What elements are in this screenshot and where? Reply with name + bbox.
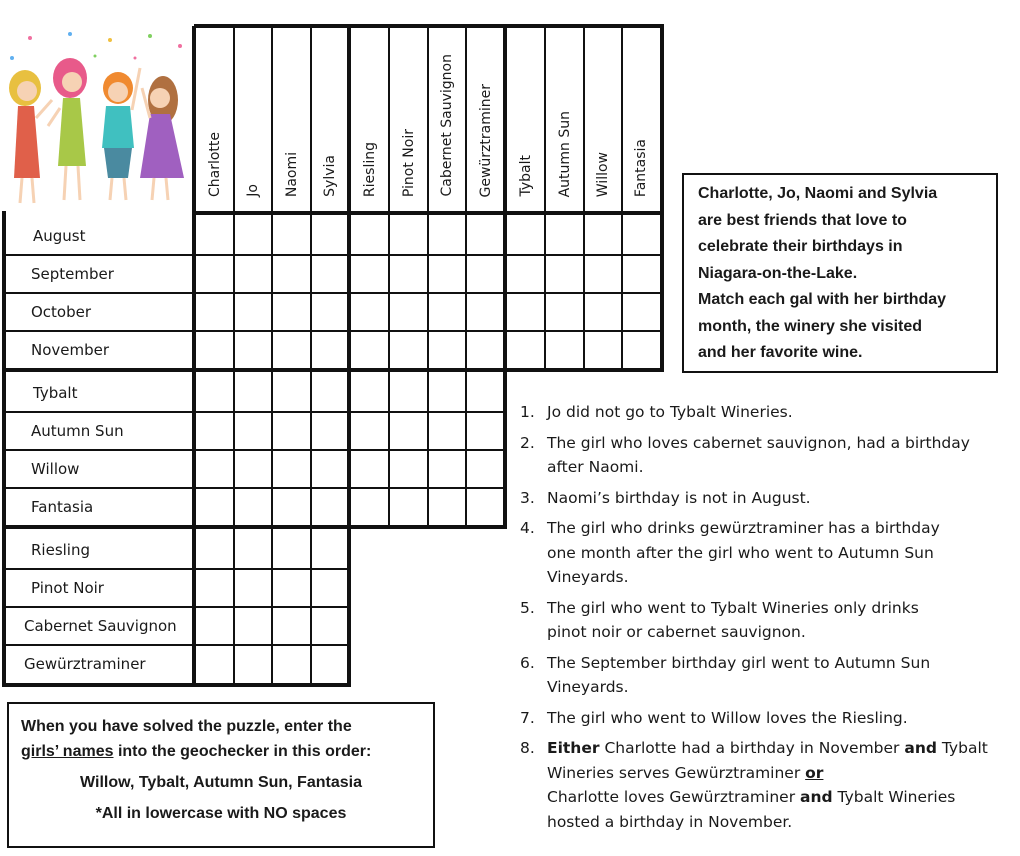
clue-6 bbox=[520, 651, 1020, 700]
col-header-cabernet-sauvignon bbox=[428, 28, 466, 211]
row-header-riesling: Riesling bbox=[31, 541, 90, 559]
intro-line: month, the winery she visited bbox=[698, 317, 923, 335]
intro-line: are best friends that love to bbox=[698, 211, 907, 229]
col-header-autumn-sun bbox=[545, 28, 584, 211]
answer-line bbox=[21, 739, 421, 764]
row-header-august: August bbox=[33, 227, 86, 245]
clue-fragment: Tybalt bbox=[936, 739, 988, 757]
answer-underlined: girls’ names bbox=[21, 743, 114, 760]
col-header-gewurztraminer bbox=[466, 28, 505, 211]
col-header-naomi bbox=[272, 28, 311, 211]
girl-2-figure bbox=[48, 58, 87, 200]
party-girls-illustration bbox=[0, 28, 195, 206]
row-header-willow: Willow bbox=[31, 460, 80, 478]
clue-fragment: Wineries serves Gewürztraminer bbox=[547, 763, 806, 782]
clue-number: 2. bbox=[520, 433, 535, 452]
col-header-fantasia bbox=[622, 28, 660, 211]
clue-emphasis: Either bbox=[547, 739, 600, 757]
girl-1-figure bbox=[9, 70, 52, 203]
row-header-september: September bbox=[31, 265, 114, 283]
clue-3 bbox=[520, 486, 1020, 511]
answer-line: When you have solved the puzzle, enter the bbox=[21, 718, 352, 735]
clue-4 bbox=[520, 516, 1020, 590]
answer-note: *All in lowercase with NO spaces bbox=[95, 805, 347, 822]
col-header-label: Pinot Noir bbox=[400, 128, 417, 197]
clue-fragment: Charlotte loves Gewürztraminer bbox=[547, 788, 800, 806]
col-header-charlotte bbox=[196, 28, 234, 211]
col-header-label: Naomi bbox=[283, 151, 300, 197]
grid-line-vertical bbox=[660, 26, 664, 372]
clue-emphasis: and bbox=[904, 739, 937, 757]
clue-text: The girl who went to Tybalt Wineries only drinks bbox=[547, 598, 919, 617]
clue-text: The girl who went to Willow loves the Riesling. bbox=[547, 708, 908, 727]
clue-emphasis: or bbox=[805, 763, 824, 782]
grid-line-horizontal bbox=[194, 211, 664, 215]
clue-text: The girl who loves cabernet sauvignon, had a birthday bbox=[547, 433, 970, 452]
clue-text: one month after the girl who went to Autumn Sun bbox=[547, 543, 934, 562]
col-header-tybalt bbox=[507, 28, 545, 211]
clue-text bbox=[547, 736, 1020, 761]
col-header-label: Tybalt bbox=[518, 155, 534, 197]
clue-number: 5. bbox=[520, 598, 535, 617]
answer-instructions-box bbox=[7, 702, 435, 848]
clue-text: Vineyards. bbox=[547, 678, 629, 696]
col-header-label: Fantasia bbox=[633, 138, 649, 197]
clue-2 bbox=[520, 431, 1020, 480]
row-header-fantasia: Fantasia bbox=[31, 498, 94, 516]
clue-text bbox=[547, 761, 1020, 786]
col-header-riesling bbox=[351, 28, 389, 211]
col-header-pinot-noir bbox=[389, 28, 428, 211]
clue-7 bbox=[520, 706, 1020, 731]
clue-5 bbox=[520, 596, 1020, 645]
clue-text: The September birthday girl went to Autumn Sun bbox=[547, 653, 931, 672]
confetti-icon bbox=[10, 32, 182, 60]
row-header-november: November bbox=[31, 341, 110, 359]
clue-number: 3. bbox=[520, 488, 535, 507]
clue-text: Jo did not go to Tybalt Wineries. bbox=[547, 403, 793, 421]
col-header-label: Willow bbox=[595, 151, 611, 197]
answer-order: Willow, Tybalt, Autumn Sun, Fantasia bbox=[80, 774, 362, 791]
clue-number: 1. bbox=[520, 403, 535, 421]
clue-fragment: Charlotte had a birthday in November bbox=[599, 739, 905, 757]
clue-text: The girl who drinks gewürztraminer has a birthday bbox=[547, 519, 940, 537]
col-header-label: Cabernet Sauvignon bbox=[439, 54, 455, 197]
grid-line-horizontal bbox=[4, 683, 351, 687]
col-header-label: Sylvia bbox=[322, 155, 338, 197]
col-header-label: Gewürztraminer bbox=[477, 83, 494, 197]
col-header-sylvia bbox=[311, 28, 349, 211]
answer-fragment: into the geochecker in this order: bbox=[113, 743, 372, 760]
intro-line: celebrate their birthdays in bbox=[698, 238, 903, 255]
clue-text: Vineyards. bbox=[547, 568, 629, 586]
row-header-autumn-sun: Autumn Sun bbox=[31, 422, 124, 440]
row-header-tybalt: Tybalt bbox=[33, 384, 78, 402]
col-header-label: Charlotte bbox=[207, 131, 223, 197]
clue-fragment: Tybalt Wineries bbox=[832, 788, 956, 806]
clue-8 bbox=[520, 736, 1020, 834]
intro-box bbox=[682, 173, 998, 373]
intro-line: Charlotte, Jo, Naomi and Sylvia bbox=[698, 185, 938, 202]
clue-text: after Naomi. bbox=[547, 458, 644, 476]
col-header-willow bbox=[584, 28, 622, 211]
row-header-cabernet-sauvignon: Cabernet Sauvignon bbox=[24, 617, 177, 635]
clue-number: 6. bbox=[520, 653, 535, 672]
intro-line: Match each gal with her birthday bbox=[698, 291, 947, 308]
clue-number: 7. bbox=[520, 708, 535, 727]
clue-text bbox=[547, 785, 1020, 810]
col-header-jo bbox=[234, 28, 272, 211]
row-header-october: October bbox=[31, 303, 92, 321]
girl-4-figure bbox=[140, 76, 184, 200]
clue-list bbox=[520, 400, 1020, 840]
clue-emphasis: and bbox=[800, 788, 833, 806]
clue-number: 4. bbox=[520, 519, 535, 537]
girl-3-figure bbox=[102, 68, 140, 200]
col-header-label: Riesling bbox=[362, 141, 378, 197]
row-header-pinot-noir: Pinot Noir bbox=[31, 579, 104, 597]
clue-text: hosted a birthday in November. bbox=[547, 812, 793, 831]
clue-1 bbox=[520, 400, 1020, 425]
col-header-label: Autumn Sun bbox=[556, 110, 573, 197]
row-header-gewurztraminer: Gewürztraminer bbox=[24, 655, 146, 673]
intro-line: and her favorite wine. bbox=[698, 344, 863, 361]
clue-text: Naomi’s birthday is not in August. bbox=[547, 488, 811, 507]
clue-text: pinot noir or cabernet sauvignon. bbox=[547, 623, 806, 641]
clue-number: 8. bbox=[520, 739, 535, 757]
col-header-label: Jo bbox=[245, 184, 261, 197]
intro-line: Niagara-on-the-Lake. bbox=[698, 264, 858, 282]
